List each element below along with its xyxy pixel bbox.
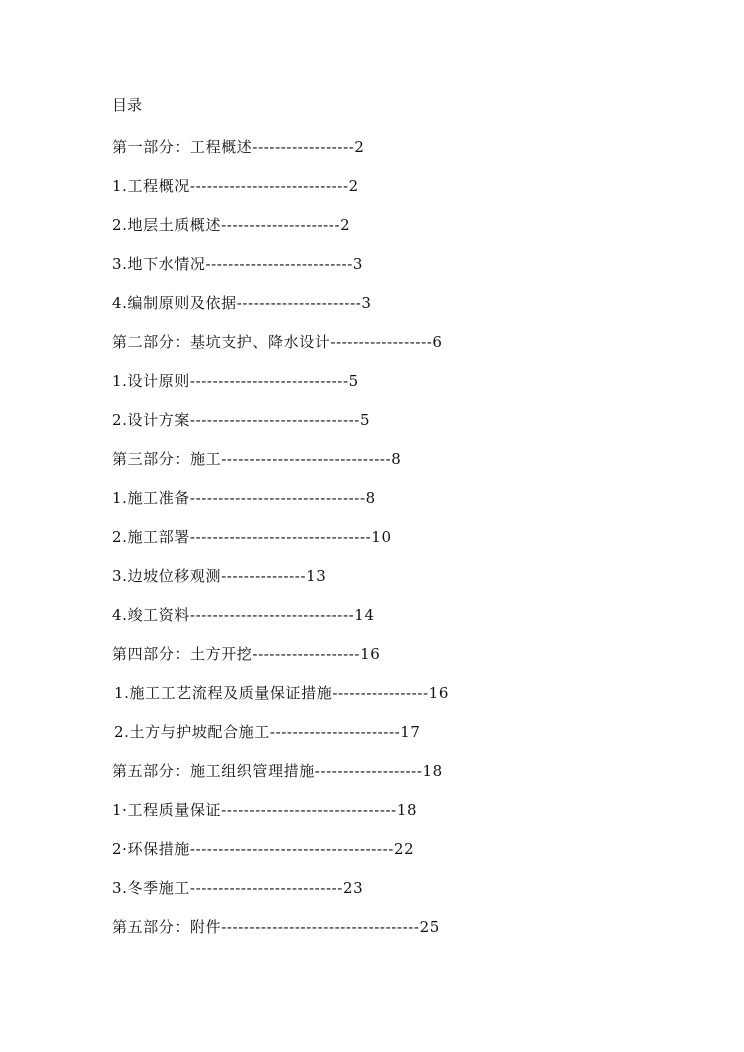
toc-entry: 4.竣工资料-----------------------------14 xyxy=(112,606,375,624)
toc-entry: 3.边坡位移观测---------------13 xyxy=(112,567,327,585)
toc-entry: 1.设计原则----------------------------5 xyxy=(112,372,359,390)
toc-entry: 2.地层土质概述---------------------2 xyxy=(112,216,351,234)
toc-entry: 2.施工部署--------------------------------10 xyxy=(112,528,392,546)
toc-entry-part-1: 第一部分：工程概述------------------2 xyxy=(112,138,365,156)
toc-entry-part-4: 第四部分：土方开挖-------------------16 xyxy=(112,645,381,663)
toc-entry: 2.设计方案------------------------------5 xyxy=(112,411,371,429)
toc-entry: 1.施工准备-------------------------------8 xyxy=(112,489,376,507)
toc-entry-part-3: 第三部分：施工------------------------------8 xyxy=(112,450,402,468)
toc-entry: 3.地下水情况--------------------------3 xyxy=(112,255,364,273)
toc-title: 目录 xyxy=(112,96,143,114)
toc-entry: 2.土方与护坡配合施工-----------------------17 xyxy=(114,723,421,741)
toc-entry: 1·工程质量保证-------------------------------18 xyxy=(112,801,418,819)
toc-entry: 1.施工工艺流程及质量保证措施-----------------16 xyxy=(114,684,449,702)
toc-entry: 2·环保措施------------------------------------22 xyxy=(112,840,415,858)
toc-entry-part-appendix: 第五部分：附件-----------------------------------25 xyxy=(112,918,440,936)
toc-entry-part-2: 第二部分：基坑支护、降水设计------------------6 xyxy=(112,333,443,351)
toc-entry: 4.编制原则及依据----------------------3 xyxy=(112,294,372,312)
toc-entry-part-5: 第五部分：施工组织管理措施-------------------18 xyxy=(112,762,443,780)
toc-entry: 3.冬季施工---------------------------23 xyxy=(112,879,364,897)
toc-entry: 1.工程概况----------------------------2 xyxy=(112,177,359,195)
